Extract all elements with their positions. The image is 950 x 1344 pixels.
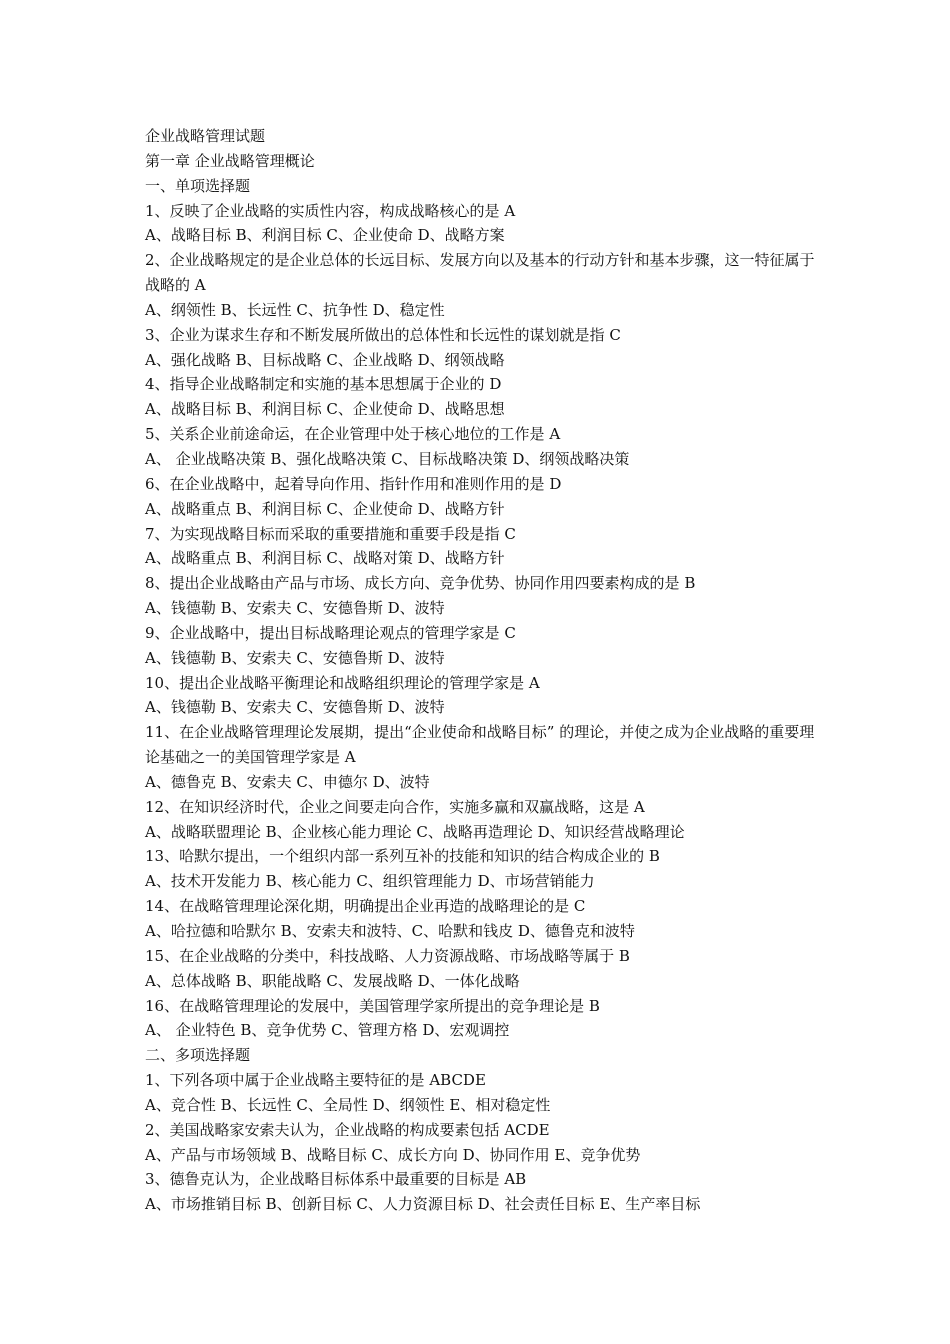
question-options: A、德鲁克 B、安索夫 C、申德尔 D、波特 bbox=[145, 772, 430, 791]
question-text: 16、在战略管理理论的发展中，美国管理学家所提出的竞争理论是 B bbox=[145, 996, 600, 1015]
chapter-heading: 第一章 企业战略管理概论 bbox=[145, 151, 315, 170]
question-text: 15、在企业战略的分类中，科技战略、人力资源战略、市场战略等属于 B bbox=[145, 946, 630, 965]
document-title: 企业战略管理试题 bbox=[145, 127, 266, 145]
question-options: A、钱德勒 B、安索夫 C、安德鲁斯 D、波特 bbox=[145, 648, 445, 667]
document-page bbox=[145, 124, 815, 1217]
question-text: 11、在企业战略管理理论发展期，提出“企业使命和战略目标” 的理论，并使之成为企业战略的重要理论基础之一的美国管理学家是 A bbox=[145, 723, 815, 767]
question-text: 8、提出企业战略由产品与市场、成长方向、竞争优势、协同作用四要素构成的是 B bbox=[145, 574, 696, 593]
question-text: 7、为实现战略目标而采取的重要措施和重要手段是指 C bbox=[145, 524, 516, 543]
question-options: A、战略目标 B、利润目标 C、企业使命 D、战略方案 bbox=[145, 226, 505, 245]
question-options: A、纲领性 B、长远性 C、抗争性 D、稳定性 bbox=[145, 300, 445, 319]
question-options: A、战略联盟理论 B、企业核心能力理论 C、战略再造理论 D、知识经营战略理论 bbox=[145, 822, 685, 841]
question-text: 1、下列各项中属于企业战略主要特征的是 ABCDE bbox=[145, 1071, 486, 1090]
question-text: 13、哈默尔提出，一个组织内部一系列互补的技能和知识的结合构成企业的 B bbox=[145, 847, 660, 866]
question-text: 9、企业战略中，提出目标战略理论观点的管理学家是 C bbox=[145, 623, 516, 642]
question-text: 3、德鲁克认为，企业战略目标体系中最重要的目标是 AB bbox=[145, 1170, 527, 1189]
question-options: A、战略目标 B、利润目标 C、企业使命 D、战略思想 bbox=[145, 400, 505, 419]
question-text: 6、在企业战略中，起着导向作用、指针作用和准则作用的是 D bbox=[145, 474, 562, 493]
question-options: A、战略重点 B、利润目标 C、企业使命 D、战略方针 bbox=[145, 499, 505, 518]
question-options: A、技术开发能力 B、核心能力 C、组织管理能力 D、市场营销能力 bbox=[145, 872, 595, 891]
question-options: A、钱德勒 B、安索夫 C、安德鲁斯 D、波特 bbox=[145, 599, 445, 618]
question-options: A、强化战略 B、目标战略 C、企业战略 D、纲领战略 bbox=[145, 350, 505, 369]
question-text: 14、在战略管理理论深化期，明确提出企业再造的战略理论的是 C bbox=[145, 897, 586, 916]
section-heading-multi-choice: 二、多项选择题 bbox=[145, 1046, 251, 1065]
question-text: 2、企业战略规定的是企业总体的长远目标、发展方向以及基本的行动方针和基本步骤，这一特征属于战略的 A bbox=[145, 251, 815, 295]
question-text: 3、企业为谋求生存和不断发展所做出的总体性和长远性的谋划就是指 C bbox=[145, 325, 621, 344]
question-options: A、 企业战略决策 B、强化战略决策 C、目标战略决策 D、纲领战略决策 bbox=[145, 449, 630, 468]
question-options: A、哈拉德和哈默尔 B、安索夫和波特、C、哈默和钱皮 D、德鲁克和波特 bbox=[145, 922, 635, 940]
question-text: 5、关系企业前途命运，在企业管理中处于核心地位的工作是 A bbox=[145, 425, 561, 444]
question-options: A、 企业特色 B、竞争优势 C、管理方格 D、宏观调控 bbox=[145, 1021, 510, 1040]
question-text: 2、美国战略家安索夫认为，企业战略的构成要素包括 ACDE bbox=[145, 1120, 550, 1139]
question-text: 12、在知识经济时代，企业之间要走向合作，实施多赢和双赢战略，这是 A bbox=[145, 797, 645, 816]
question-options: A、市场推销目标 B、创新目标 C、人力资源目标 D、社会责任目标 E、生产率目标 bbox=[145, 1195, 701, 1214]
question-options: A、产品与市场领域 B、战略目标 C、成长方向 D、协同作用 E、竞争优势 bbox=[145, 1145, 641, 1164]
question-text: 10、提出企业战略平衡理论和战略组织理论的管理学家是 A bbox=[145, 673, 540, 692]
question-options: A、战略重点 B、利润目标 C、战略对策 D、战略方针 bbox=[145, 549, 505, 568]
question-text: 4、指导企业战略制定和实施的基本思想属于企业的 D bbox=[145, 375, 502, 394]
question-text: 1、反映了企业战略的实质性内容，构成战略核心的是 A bbox=[145, 201, 516, 220]
question-options: A、竞合性 B、长远性 C、全局性 D、纲领性 E、相对稳定性 bbox=[145, 1095, 551, 1114]
section-heading-single-choice: 一、单项选择题 bbox=[145, 176, 251, 195]
question-options: A、总体战略 B、职能战略 C、发展战略 D、一体化战略 bbox=[145, 971, 520, 990]
question-options: A、钱德勒 B、安索夫 C、安德鲁斯 D、波特 bbox=[145, 698, 445, 717]
